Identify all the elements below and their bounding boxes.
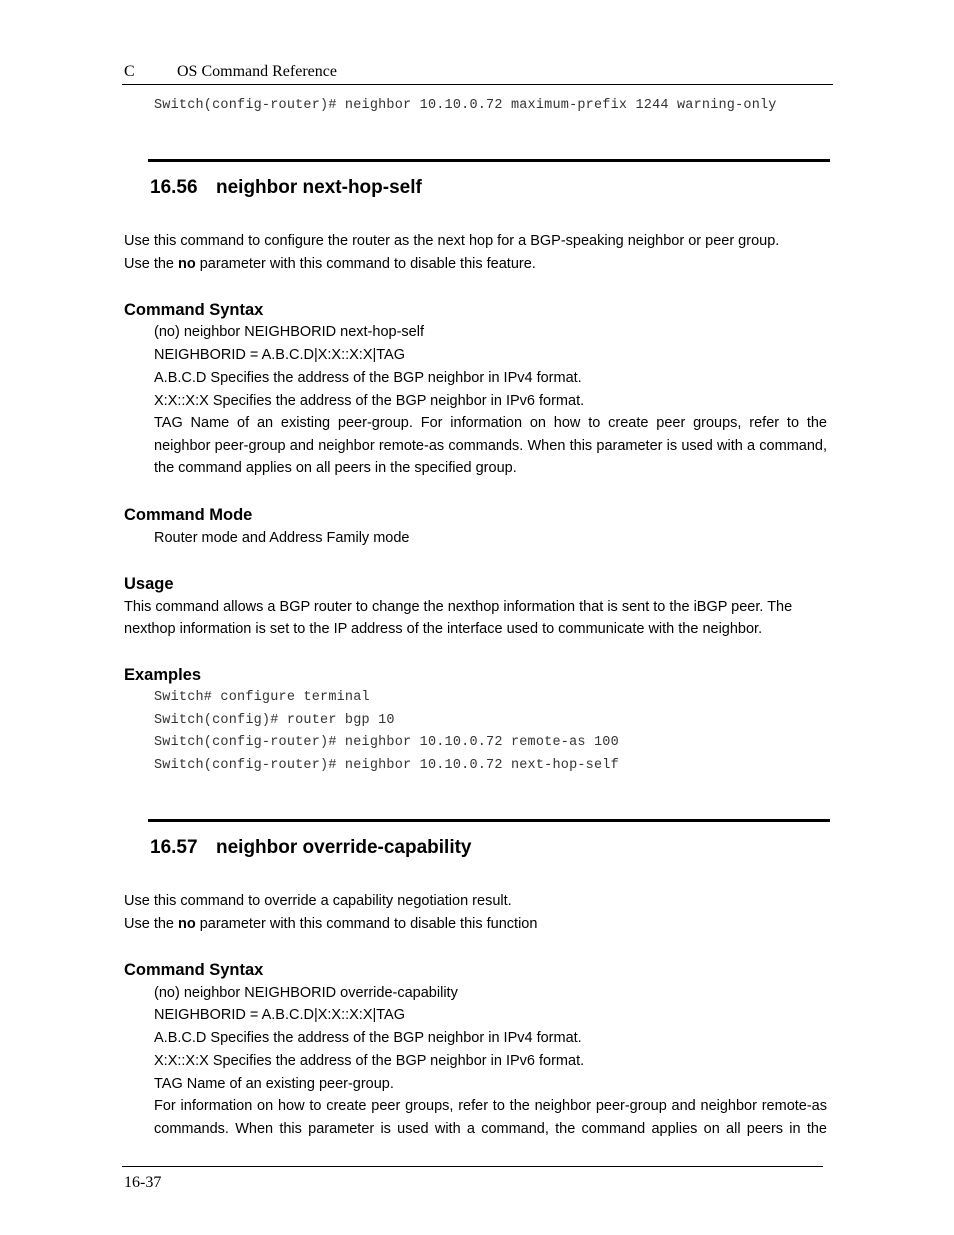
syntax-line: (no) neighbor NEIGHBORID next-hop-self — [154, 324, 424, 340]
syntax-line: NEIGHBORID = A.B.C.D|X:X::X:X|TAG — [154, 1007, 406, 1023]
tag-description: TAG Name of an existing peer-group. For information on how to create peer groups, refer to the neighbor peer-group and neighbor remote-as commands. When this parameter is used with a command, the command applies on all peers in the specified group. — [154, 415, 827, 477]
section-rule — [148, 819, 830, 822]
section-number: 16.57 — [150, 837, 198, 858]
section-title: neighbor override-capability — [216, 837, 472, 858]
section-rule — [148, 159, 830, 162]
usage-text: This command allows a BGP router to change the nexthop information that is sent to the iBGP peer. The — [124, 599, 793, 615]
header-letter: C — [124, 63, 135, 80]
info-description: For information on how to create peer groups, refer to the neighbor peer-group and neighbor remote-as commands. When this parameter is used with a command, the command applies on all peers in the — [154, 1098, 827, 1137]
syntax-line: NEIGHBORID = A.B.C.D|X:X::X:X|TAG — [154, 347, 406, 363]
syntax-line: A.B.C.D Specifies the address of the BGP neighbor in IPv4 format. — [154, 370, 582, 386]
section-title: neighbor next-hop-self — [216, 177, 422, 198]
header-rule — [122, 84, 833, 85]
subheading-command-mode: Command Mode — [124, 506, 253, 524]
code-line: Switch(config-router)# neighbor 10.10.0.72 maximum-prefix 1244 warning-only — [154, 98, 777, 113]
page-number: 16-37 — [124, 1174, 162, 1191]
code-line: Switch# configure terminal — [154, 690, 370, 705]
code-line: Switch(config-router)# neighbor 10.10.0.72 remote-as 100 — [154, 735, 619, 750]
usage-text: nexthop information is set to the IP address of the interface used to communicate with the neighbor. — [124, 621, 763, 637]
syntax-line: X:X::X:X Specifies the address of the BGP neighbor in IPv6 format. — [154, 1053, 585, 1069]
paragraph: Use this command to configure the router as the next hop for a BGP-speaking neighbor or peer group. — [124, 233, 780, 249]
mode-text: Router mode and Address Family mode — [154, 530, 410, 546]
paragraph: Use this command to override a capability negotiation result. — [124, 893, 512, 909]
syntax-line: X:X::X:X Specifies the address of the BGP neighbor in IPv6 format. — [154, 393, 585, 409]
header-title: OS Command Reference — [177, 63, 337, 80]
section-number: 16.56 — [150, 177, 198, 198]
subheading-command-syntax: Command Syntax — [124, 961, 264, 979]
subheading-usage: Usage — [124, 575, 174, 593]
code-line: Switch(config)# router bgp 10 — [154, 713, 395, 728]
syntax-line: TAG Name of an existing peer-group. — [154, 1076, 394, 1092]
paragraph: Use the no parameter with this command to disable this feature. — [124, 256, 536, 272]
subheading-command-syntax: Command Syntax — [124, 301, 264, 319]
subheading-examples: Examples — [124, 666, 202, 684]
syntax-line: (no) neighbor NEIGHBORID override-capability — [154, 985, 458, 1001]
code-line: Switch(config-router)# neighbor 10.10.0.72 next-hop-self — [154, 758, 619, 773]
footer-rule — [122, 1166, 823, 1167]
syntax-line: A.B.C.D Specifies the address of the BGP neighbor in IPv4 format. — [154, 1030, 582, 1046]
paragraph: Use the no parameter with this command to disable this function — [124, 916, 538, 932]
